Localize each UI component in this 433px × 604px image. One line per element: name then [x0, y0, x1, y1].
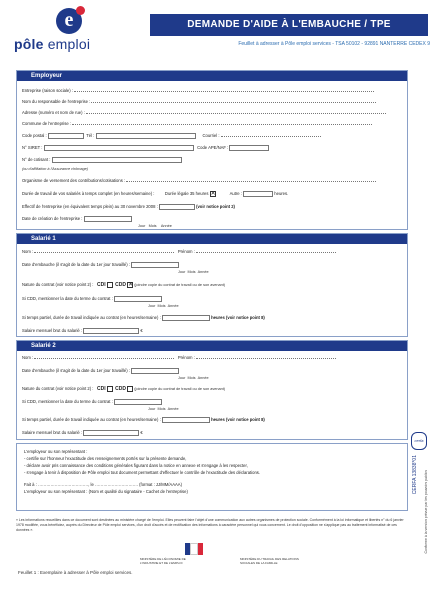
salarie2-cdd-label: CDD: [115, 386, 126, 393]
tel-label: Tél :: [86, 133, 95, 139]
autre-field[interactable]: [243, 191, 273, 197]
salarie2-joindre-note: (joindre copie du contrat de travail ou de son avenant): [134, 387, 226, 392]
logo-mark: e: [56, 8, 82, 34]
cerfa-badge-icon: cerfa: [411, 432, 427, 450]
courriel-field[interactable]: [221, 133, 321, 137]
effectif-note: (voir notice point 2): [196, 204, 235, 210]
cnil-footnote: « Les informations recueillies dans ce document sont destinées au ministère chargé de l'emploi. Elles peuvent faire l'objet d'une communication aux autres organismes de protection sociale. Conformément à la loi informatique et libertés n° du 6 janvier 1978 modifiée, vous bénéficiez, auprès du Directeur de Pôle emploi services, d'un droit d'accès et de rectification des informations à caractère personnel qui vous concernent. Le droit d'opposition ne s'applique pas au traitement informatisé de ces données ».: [16, 518, 404, 532]
salarie1-embauche-label: Date d'embauche (il s'agit de la date du 1er jour travaillé) :: [22, 262, 130, 268]
salarie1-embauche-field[interactable]: [131, 262, 179, 268]
salarie1-joindre-note: (joindre copie du contrat de travail ou de son avenant): [134, 283, 226, 288]
fait-a-line: Fait à : ………………………………, le …………………………. (format : JJ/MM/AAAA): [24, 482, 182, 487]
signature-line3: - déclare avoir pris connaissance des conditions générales figurant dans la notice en annexe et s'engage à les respecter,: [24, 463, 248, 468]
salarie2-heures-note: heures (voir notice point 8): [211, 417, 265, 423]
salarie1-nature-label: Nature du contrat (voir notice point 2) :: [22, 282, 94, 288]
duree-legale-label: Durée légale 35 heures: [164, 191, 209, 197]
form-title: DEMANDE D'AIDE À L'EMBAUCHE / TPE: [150, 14, 428, 36]
ministry-left: MINISTÈRE DE L'ÉCONOMIE DE L'INDUSTRIE ET DE L'EMPLOI: [140, 557, 186, 565]
side-legal-text: Conforme à la version prévue par les pouvoirs publics: [424, 470, 428, 554]
siret-label: N° SIRET :: [22, 145, 43, 151]
salarie1-euro: €: [140, 328, 143, 334]
salarie2-prenom-label: Prénom :: [177, 355, 195, 360]
salarie1-temps-partiel-label: Si temps partiel, durée de travail indiquée au contrat (en heures/semaine) :: [22, 315, 161, 321]
salarie1-nom-label: Nom :: [22, 249, 34, 254]
salarie2-terme-field[interactable]: [114, 399, 162, 405]
salarie2-heading: Salarié 2: [17, 341, 407, 351]
mois-label: Mois: [148, 224, 157, 228]
salarie2-salaire-field[interactable]: [83, 430, 139, 436]
employeur-heading: Employeur: [17, 71, 407, 81]
salarie1-prenom-label: Prénom :: [177, 249, 195, 254]
tel-field[interactable]: [96, 133, 196, 139]
logo-text-bold: pôle: [14, 36, 44, 52]
salarie2-nature-label: Nature du contrat (voir notice point 2) :: [22, 386, 94, 392]
salarie1-cdi-label: CDI: [96, 282, 106, 289]
salarie2-embauche-label: Date d'embauche (il s'agit de la date du 1er jour travaillé) :: [22, 368, 130, 374]
salarie1-salaire-label: Salaire mensuel brut du salarié :: [22, 328, 83, 334]
affiliation-note: (ou d'affiliation à l'Assurance chômage): [22, 167, 89, 171]
code-ape-label: Code APE/NAF :: [197, 145, 229, 151]
logo-text-rest: emploi: [47, 36, 91, 52]
raison-sociale-field[interactable]: [74, 88, 374, 92]
salarie1-heading: Salarié 1: [17, 234, 407, 244]
code-postal-field[interactable]: [48, 133, 84, 139]
duree-hebdo-label: Durée de travail de vos salariés à temps complet (en heures/semaine) :: [22, 191, 155, 197]
salarie2-salaire-label: Salaire mensuel brut du salarié :: [22, 430, 83, 436]
heures-label: heures.: [274, 191, 289, 197]
date-creation-label: Date de création de l'entreprise :: [22, 216, 83, 222]
adresse-label: Adresse (numéro et nom de rue) :: [22, 110, 85, 115]
responsable-label: Nom du responsable de l'entreprise :: [22, 99, 91, 104]
salarie2-nom-field[interactable]: [34, 355, 174, 359]
courriel-label: Courriel :: [202, 133, 220, 139]
salarie1-cdi-checkbox[interactable]: [107, 282, 113, 288]
duree-legale-checkbox[interactable]: ✕: [210, 191, 216, 197]
jour-label: Jour: [138, 224, 146, 228]
ministry-right: MINISTÈRE DU TRAVAIL DES RELATIONS SOCIALES DE LA FAMILLE: [240, 557, 299, 565]
pole-emploi-logo: [14, 8, 114, 54]
organisme-field[interactable]: [126, 178, 376, 182]
annee-label: Année: [160, 224, 172, 228]
form-subtitle: Feuillet à adresser à Pôle emploi services - TSA 50102 - 92891 NANTERRE CEDEX 9: [238, 41, 430, 47]
salarie2-nom-label: Nom :: [22, 355, 34, 360]
commune-field[interactable]: [72, 121, 372, 125]
salarie2-temps-partiel-field[interactable]: [162, 417, 210, 423]
raison-sociale-label: Entreprise (raison sociale) :: [22, 88, 73, 93]
salarie2-temps-partiel-label: Si temps partiel, durée de travail indiquée au contrat (en heures/semaine) :: [22, 417, 161, 423]
salarie1-cdd-checkbox[interactable]: ✕: [128, 282, 134, 288]
footer-note: Feuillet 1 : Exemplaire à adresser à Pôle emploi services.: [18, 570, 133, 575]
salarie1-heures-note: heures (voir notice point 8): [211, 315, 265, 321]
marianne-logo: [185, 543, 203, 555]
salarie2-cdi-label: CDI: [96, 386, 106, 393]
responsable-field[interactable]: [91, 99, 376, 103]
salarie1-cdd-label: CDD: [115, 282, 126, 289]
siret-field[interactable]: [44, 145, 194, 151]
signature-line4: - s'engage à tenir à disposition de Pôle emploi tout document permettant d'effectuer le contrôle de l'exactitude des déclarations.: [24, 470, 261, 475]
salarie2-cdd-checkbox[interactable]: [127, 386, 133, 392]
signature-line2: - certifie sur l'honneur l'exactitude des renseignements portés sur la présente demande,: [24, 456, 187, 461]
salarie2-embauche-field[interactable]: [131, 368, 179, 374]
cotisant-field[interactable]: [52, 157, 182, 163]
salarie2-cdi-checkbox[interactable]: [107, 386, 113, 392]
date-creation-field[interactable]: [84, 216, 132, 222]
salarie1-prenom-field[interactable]: [196, 249, 336, 253]
autre-label: Autre :: [229, 191, 242, 197]
salarie1-terme-label: Si CDD, mentionner la date du terme du contrat :: [22, 296, 113, 302]
salarie2-terme-label: Si CDD, mentionner la date du terme du contrat :: [22, 399, 113, 405]
representant-line: L'employeur ou son représentant : (Nom et qualité du signataire - Cachet de l'entreprise): [24, 489, 188, 494]
cerfa-number: CERFA 13838*01: [412, 455, 418, 495]
effectif-field[interactable]: [159, 204, 195, 210]
code-ape-field[interactable]: [229, 145, 269, 151]
salarie1-temps-partiel-field[interactable]: [162, 315, 210, 321]
salarie2-euro: €: [140, 430, 143, 436]
salarie2-prenom-field[interactable]: [196, 355, 336, 359]
signature-line1: L'employeur ou son représentant :: [24, 449, 88, 454]
adresse-field[interactable]: [86, 110, 386, 114]
salarie1-nom-field[interactable]: [34, 249, 174, 253]
cotisant-label: N° de cotisant :: [22, 157, 51, 163]
code-postal-label: Code postal :: [22, 133, 47, 139]
salarie1-salaire-field[interactable]: [83, 328, 139, 334]
organisme-label: Organisme de versement des contributions/cotisations :: [22, 178, 126, 183]
effectif-label: Effectif de l'entreprise (en équivalent temps plein) au 30 novembre 2008 :: [22, 204, 158, 210]
commune-label: Commune de l'entreprise :: [22, 121, 71, 126]
salarie1-terme-field[interactable]: [114, 296, 162, 302]
